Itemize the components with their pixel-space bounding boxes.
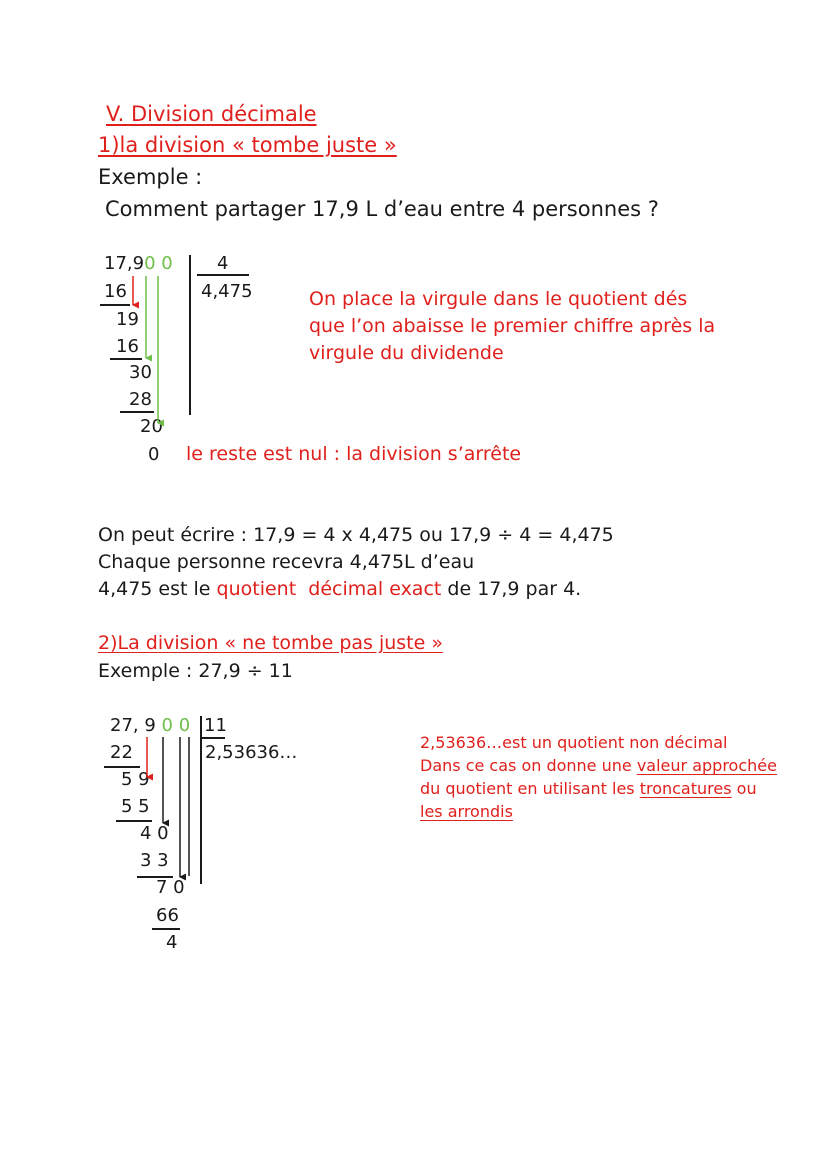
step-1-3: 16 [116,336,139,357]
conclusion-line-2: Chaque personne recevra 4,475L d’eau [98,551,475,573]
note-line-1: 2,53636…est un quotient non décimal [420,733,728,752]
step-1-6: 20 [140,416,163,437]
step-2-5: 3 3 [140,850,169,871]
step-2-8: 4 [166,932,178,953]
note-line-4: les arrondis [420,802,513,821]
quotient-1: 4,475 [201,281,253,302]
step-2-4: 4 0 [140,823,169,844]
dividend-1: 17,90 0 [104,253,173,274]
part1-title: 1)la division « tombe juste » [98,133,397,157]
quotient-2: 2,53636… [205,742,298,763]
step-2-7: 66 [156,905,179,926]
conclusion-line-3: 4,475 est le quotient décimal exact de 17,9 par 4. [98,578,582,600]
part2-title: 2)La division « ne tombe pas juste » [98,632,443,654]
section-title: V. Division décimale [106,102,317,126]
conclusion-line-1: On peut écrire : 17,9 = 4 x 4,475 ou 17,9 ÷ 4 = 4,475 [98,524,614,546]
dividend-2: 27, 9 0 0 [110,715,191,736]
step-1-1: 16 [104,281,127,302]
divisor-2: 11 [204,715,227,736]
step-2-3: 5 5 [121,796,150,817]
remainder-note: le reste est nul : la division s’arrête [186,443,522,465]
step-1-5: 28 [129,389,152,410]
example-label: Exemple : [98,165,203,189]
step-1-4: 30 [129,362,152,383]
step-2-6: 7 0 [156,877,185,898]
divisor-1: 4 [217,253,229,274]
step-2-2: 5 9 [121,769,150,790]
step-2-1: 22 [110,742,133,763]
comma-note: On place la virgule dans le quotient dés que l’on abaisse le premier chiffre après la virgule du dividende [309,288,716,364]
part2-example: Exemple : 27,9 ÷ 11 [98,660,293,682]
step-1-7: 0 [148,444,160,465]
note-line-3: du quotient en utilisant les troncatures ou [420,779,757,798]
problem-question: Comment partager 17,9 L d’eau entre 4 personnes ? [105,197,659,221]
step-1-2: 19 [116,309,139,330]
note-line-2: Dans ce cas on donne une valeur approchée [420,756,777,775]
